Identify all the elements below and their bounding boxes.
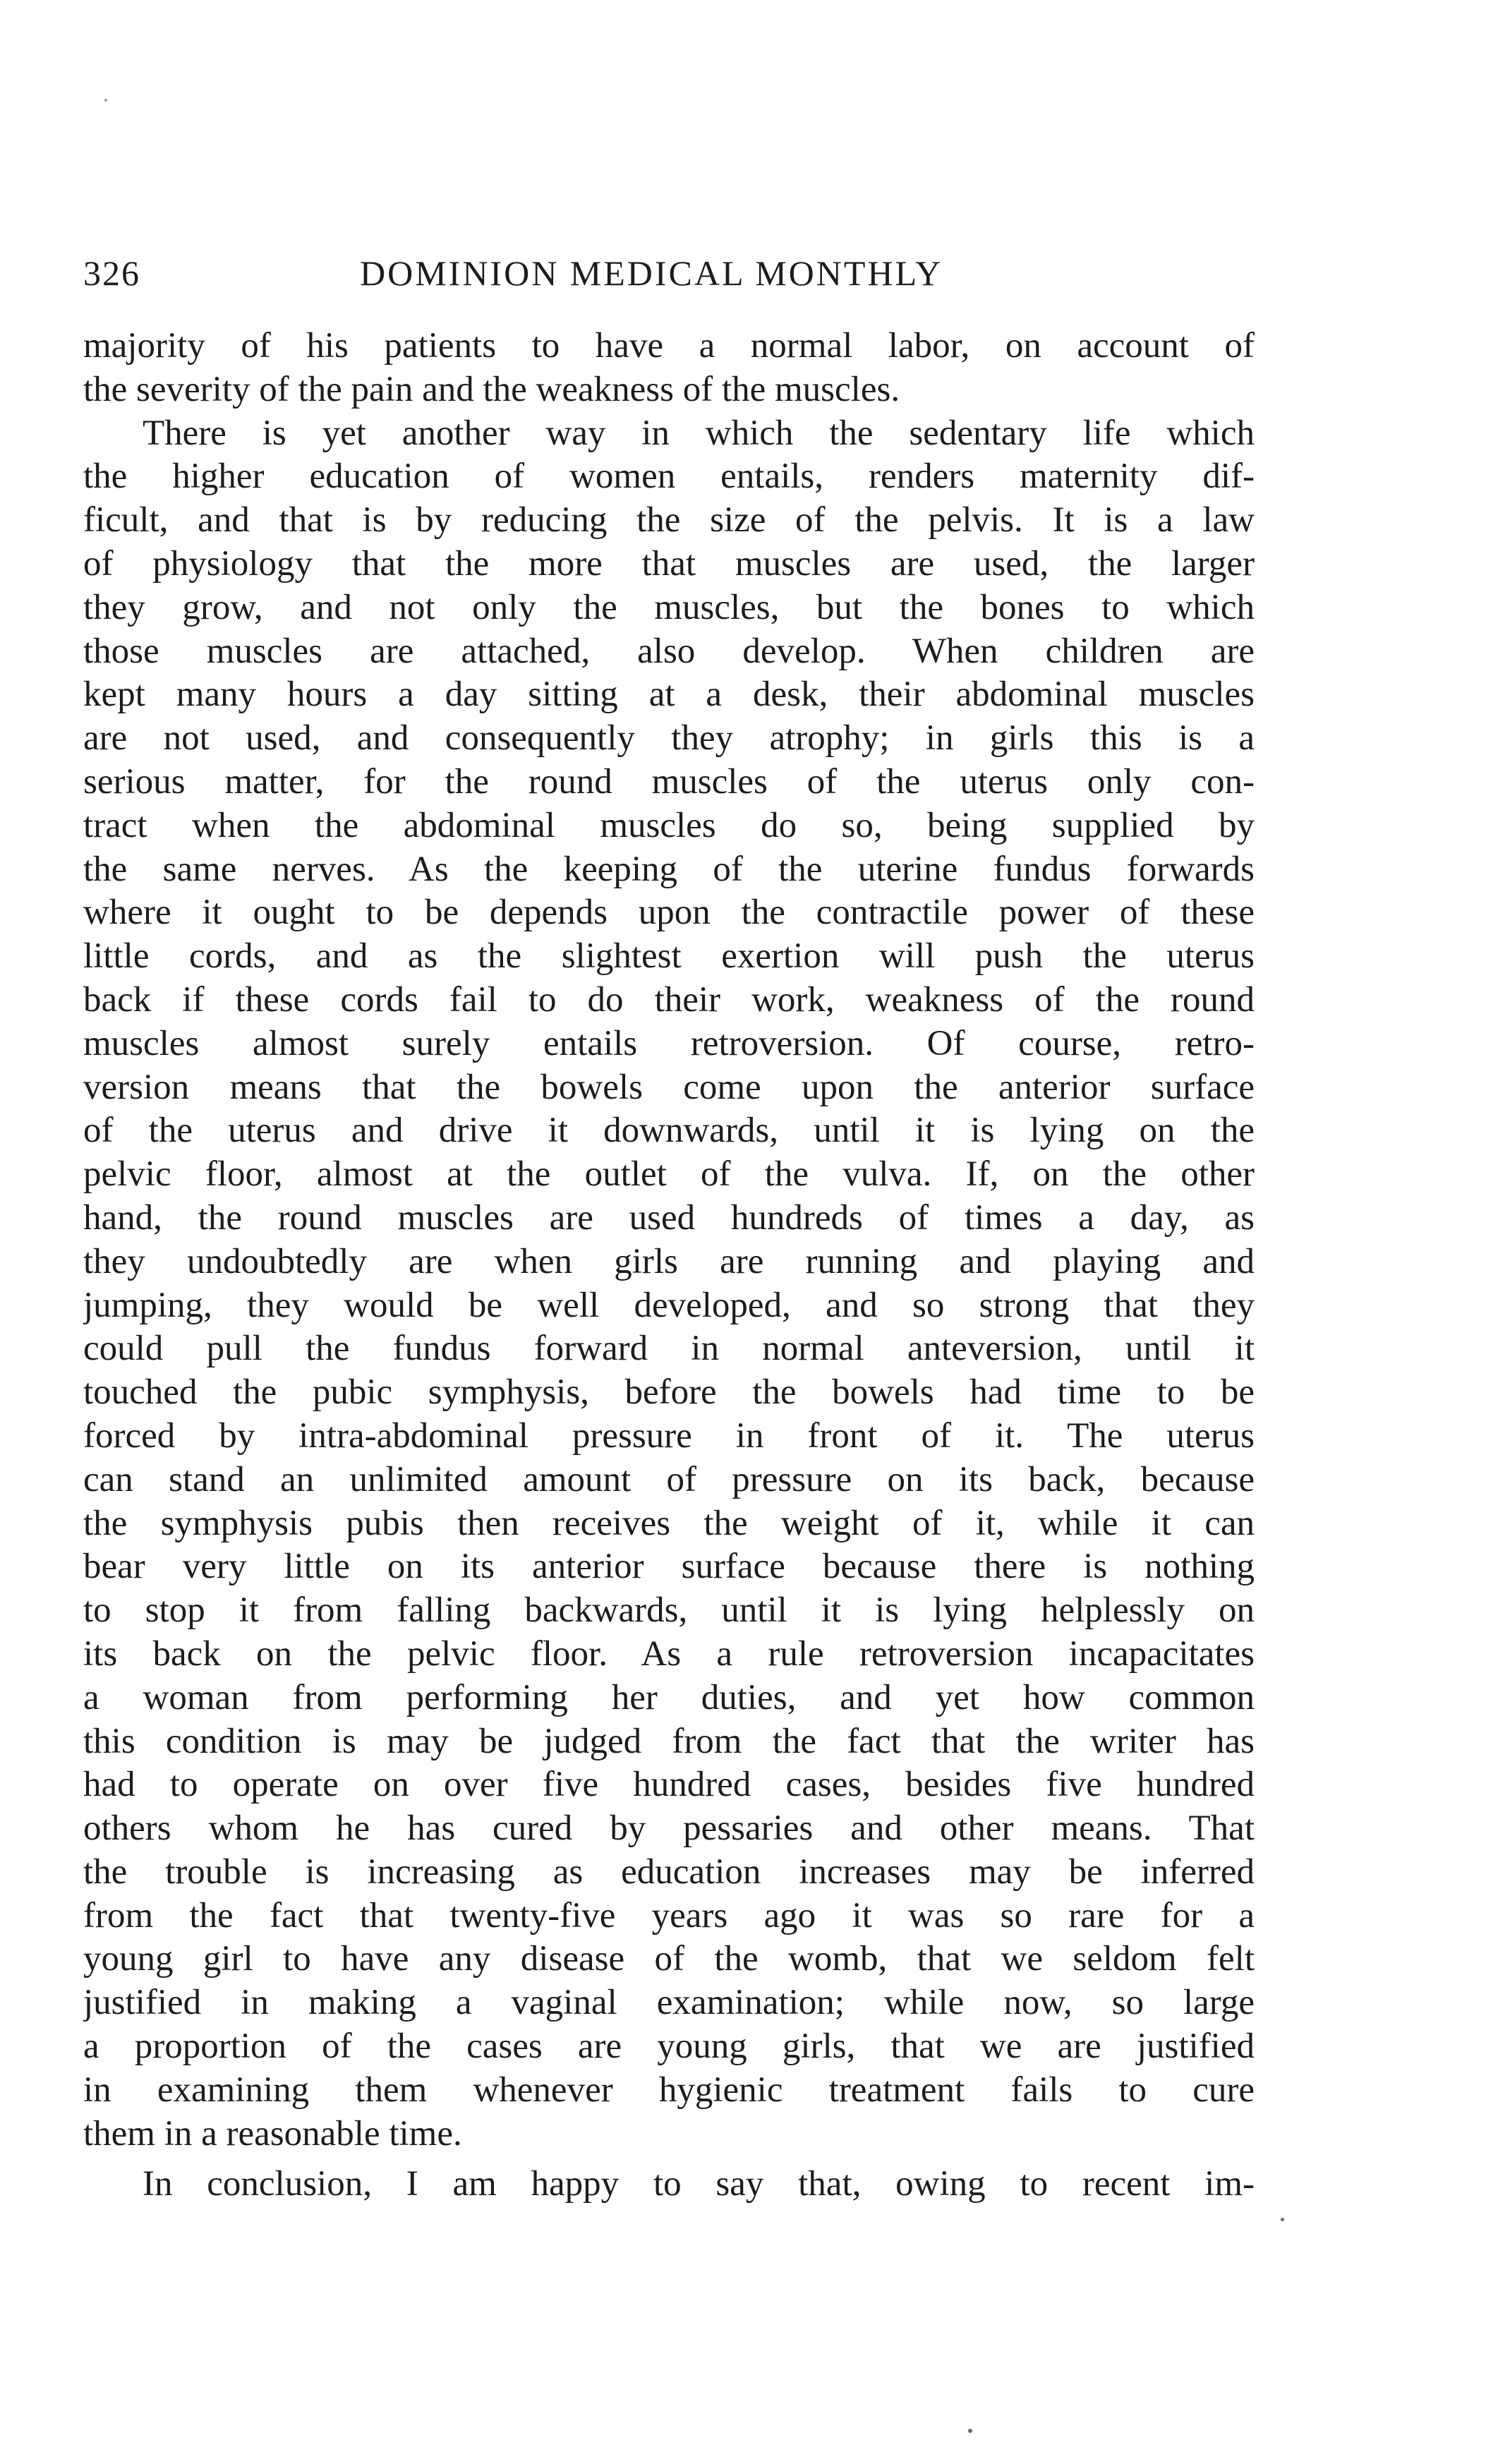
text-line: In conclusion, I am happy to say that, owing to recent im-: [143, 2164, 1255, 2204]
text-line: kept many hours a day sitting at a desk, their abdominal muscles: [83, 675, 1255, 715]
text-line: can stand an unlimited amount of pressure on its back, because: [83, 1459, 1255, 1499]
print-speck: [1281, 2218, 1284, 2221]
text-line: could pull the fundus forward in normal anteversion, until it: [83, 1329, 1255, 1369]
text-line: they grow, and not only the muscles, but the bones to which: [83, 587, 1255, 627]
text-line: where it ought to be depends upon the contractile power of these: [83, 893, 1255, 933]
text-line: of the uterus and drive it downwards, until it is lying on the: [83, 1111, 1255, 1151]
paragraph-retroversion: [83, 412, 1255, 2156]
text-line: muscles almost surely entails retroversion. Of course, retro-: [83, 1023, 1255, 1063]
paragraph-continuation: [83, 325, 1255, 412]
text-line: hand, the round muscles are used hundreds of times a day, as: [83, 1197, 1255, 1238]
text-line: of physiology that the more that muscles are used, the larger: [83, 543, 1255, 584]
text-line: majority of his patients to have a normal labor, on account of: [83, 326, 1255, 366]
text-line: forced by intra-abdominal pressure in front of it. The uterus: [83, 1415, 1255, 1456]
text-line: pelvic floor, almost at the outlet of the vulva. If, on the other: [83, 1154, 1255, 1195]
text-line: those muscles are attached, also develop. When children are: [83, 631, 1255, 671]
text-line: tract when the abdominal muscles do so, being supplied by: [83, 805, 1255, 845]
text-line: justified in making a vaginal examination; while now, so large: [83, 1983, 1255, 2023]
text-line: ficult, and that is by reducing the size of the pelvis. It is a law: [83, 500, 1255, 540]
running-head: [83, 248, 1255, 298]
text-line: a woman from performing her duties, and yet how common: [83, 1677, 1255, 1717]
text-line: had to operate on over five hundred cases, besides five hundred: [83, 1765, 1255, 1805]
text-line: to stop it from falling backwards, until it is lying helplessly on: [83, 1590, 1255, 1631]
text-line: others whom he has cured by pessaries and other means. That: [83, 1808, 1255, 1849]
body-text: [83, 325, 1255, 2206]
page-number: 326: [83, 253, 140, 293]
journal-title: DOMINION MEDICAL MONTHLY: [360, 253, 943, 293]
text-line: the symphysis pubis then receives the weight of it, while it can: [83, 1503, 1255, 1543]
text-line: little cords, and as the slightest exertion will push the uterus: [83, 936, 1255, 977]
print-speck: [968, 2429, 972, 2433]
text-line: a proportion of the cases are young girls, that we are justified: [83, 2027, 1255, 2067]
text-line: touched the pubic symphysis, before the bowels had time to be: [83, 1372, 1255, 1413]
text-line: are not used, and consequently they atrophy; in girls this is a: [83, 718, 1255, 759]
text-line: they undoubtedly are when girls are running and playing and: [83, 1241, 1255, 1281]
text-line: the same nerves. As the keeping of the uterine fundus forwards: [83, 849, 1255, 889]
text-line: back if these cords fail to do their work, weakness of the round: [83, 979, 1255, 1020]
text-line: the trouble is increasing as education increases may be inferred: [83, 1852, 1255, 1892]
text-line: this condition is may be judged from the fact that the writer has: [83, 1721, 1255, 1761]
text-line: serious matter, for the round muscles of the uterus only con-: [83, 761, 1255, 802]
text-line: version means that the bowels come upon the anterior surface: [83, 1067, 1255, 1107]
text-line: There is yet another way in which the sedentary life which: [143, 413, 1255, 453]
print-speck: [104, 99, 107, 102]
text-line: in examining them whenever hygienic treatment fails to cure: [83, 2070, 1255, 2110]
text-line: its back on the pelvic floor. As a rule retroversion incapacitates: [83, 1633, 1255, 1674]
text-line: from the fact that twenty-five years ago it was so rare for a: [83, 1895, 1255, 1935]
text-line: young girl to have any disease of the womb, that we seldom felt: [83, 1939, 1255, 1979]
text-line: the severity of the pain and the weakness of the muscles.: [83, 369, 900, 409]
text-line: them in a reasonable time.: [83, 2113, 462, 2154]
paragraph-conclusion: [83, 2163, 1255, 2206]
text-line: jumping, they would be well developed, and so strong that they: [83, 1285, 1255, 1325]
text-line: the higher education of women entails, renders maternity dif-: [83, 457, 1255, 497]
text-line: bear very little on its anterior surface because there is nothing: [83, 1547, 1255, 1587]
